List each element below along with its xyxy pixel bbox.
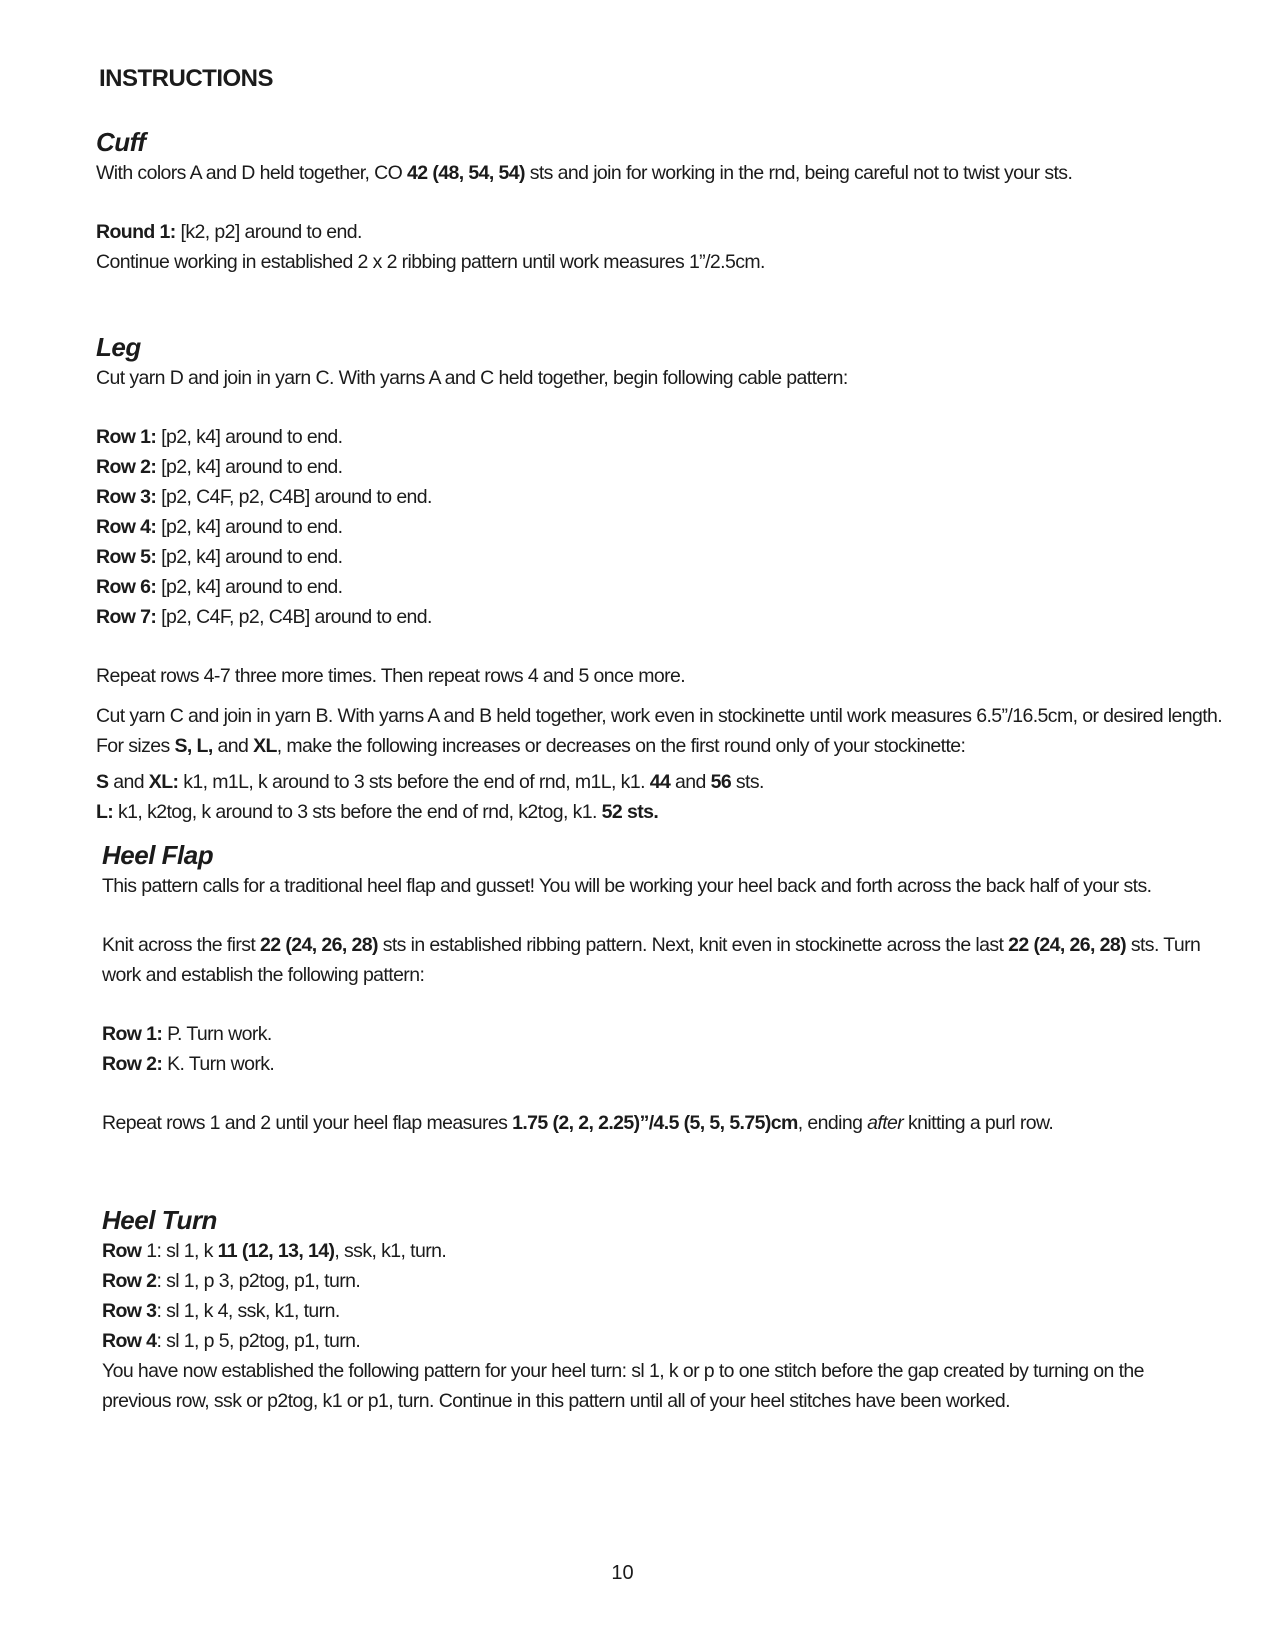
cuff-intro-text: With colors A and D held together, CO xyxy=(96,162,408,184)
row-text: K. Turn work. xyxy=(162,1053,275,1075)
row-label: Row 3: xyxy=(96,486,157,508)
leg-intro: Cut yarn D and join in yarn C. With yarns A and C held together, begin following cable pattern: xyxy=(96,367,848,389)
row-label: Row 6: xyxy=(96,576,157,598)
stitch-count: 11 (12, 13, 14) xyxy=(217,1240,335,1262)
text: sts. Turn work and establish the following pattern: xyxy=(102,934,1201,986)
cuff-intro-text-2: sts and join for working in the rnd, being careful not to twist your sts. xyxy=(524,162,1073,184)
leg-cut xyxy=(96,701,1246,761)
row-text: : sl 1, k 4, ssk, k1, turn. xyxy=(156,1300,340,1322)
text: and xyxy=(212,735,254,757)
text: , make the following increases or decreases on the first round only of your stockinette: xyxy=(276,735,966,757)
row-label: Row 1: xyxy=(102,1023,163,1045)
heel-turn-row xyxy=(102,1296,1212,1326)
row-label: Row 4 xyxy=(102,1330,157,1352)
page-title: INSTRUCTIONS xyxy=(99,65,273,92)
cuff-intro xyxy=(96,158,1206,188)
page-number: 10 xyxy=(611,1562,634,1584)
stitch-count: 56 xyxy=(710,771,732,793)
heel-flap-heading: Heel Flap xyxy=(102,840,214,870)
heel-flap-section xyxy=(102,839,1212,1138)
cuff-continue: Continue working in established 2 x 2 ribbing pattern until work measures 1”/2.5cm. xyxy=(96,251,765,273)
row-label: Row 7: xyxy=(96,606,157,628)
leg-row xyxy=(96,422,1246,452)
row-text: : sl 1, p 5, p2tog, p1, turn. xyxy=(156,1330,361,1352)
text: sts in established ribbing pattern. Next, knit even in stockinette across the last xyxy=(377,934,1009,956)
row-label: Row 3 xyxy=(102,1300,157,1322)
text: and xyxy=(670,771,711,793)
leg-row xyxy=(96,482,1246,512)
cuff-section xyxy=(96,126,1206,277)
round-label: Round 1: xyxy=(96,221,176,243)
heel-flap-knit xyxy=(102,930,1212,990)
leg-row xyxy=(96,572,1246,602)
heel-flap-repeat xyxy=(102,1108,1212,1138)
heel-flap-row xyxy=(102,1019,1212,1049)
leg-section xyxy=(96,331,1246,827)
leg-row xyxy=(96,452,1246,482)
text: Repeat rows 1 and 2 until your heel flap measures xyxy=(102,1112,513,1134)
stitch-count: 44 xyxy=(649,771,671,793)
row-text: 1: sl 1, k xyxy=(141,1240,218,1262)
heel-turn-section xyxy=(102,1204,1212,1416)
size-label: S xyxy=(96,771,109,793)
stitch-count: 22 (24, 26, 28) xyxy=(1008,934,1127,956)
stitch-count: 22 (24, 26, 28) xyxy=(260,934,378,956)
heel-turn-row xyxy=(102,1266,1212,1296)
row-label: Row 2 xyxy=(102,1270,157,1292)
leg-row xyxy=(96,542,1246,572)
heel-flap-intro: This pattern calls for a traditional heel flap and gusset! You will be working your heel back and forth across the back half of your sts. xyxy=(102,875,1152,897)
row-text: [p2, C4F, p2, C4B] around to end. xyxy=(156,606,432,628)
size-label: XL: xyxy=(148,771,179,793)
row-text: [p2, k4] around to end. xyxy=(156,426,343,448)
leg-rows-list xyxy=(96,422,1246,632)
text: and xyxy=(108,771,149,793)
row-text: [p2, k4] around to end. xyxy=(156,576,343,598)
leg-row xyxy=(96,602,1246,632)
row-text: [p2, k4] around to end. xyxy=(156,456,343,478)
heel-turn-row xyxy=(102,1326,1212,1356)
heel-turn-heading: Heel Turn xyxy=(102,1205,217,1235)
row-text: , ssk, k1, turn. xyxy=(334,1240,447,1262)
size-label: S, L, xyxy=(174,735,213,757)
row-text: P. Turn work. xyxy=(162,1023,272,1045)
heel-flap-row xyxy=(102,1049,1212,1079)
leg-s-xl-instruction xyxy=(96,767,1246,797)
measurement: 1.75 (2, 2, 2.25)”/4.5 (5, 5, 5.75)cm xyxy=(512,1112,798,1134)
text: Knit across the first xyxy=(102,934,261,956)
leg-heading: Leg xyxy=(96,332,141,362)
size-label: L: xyxy=(96,801,114,823)
text: k1, k2tog, k around to 3 sts before the end of rnd, k2tog, k1. xyxy=(113,801,602,823)
row-text: [p2, k4] around to end. xyxy=(156,516,343,538)
heel-turn-pattern: You have now established the following pattern for your heel turn: sl 1, k or p to one stitch before the gap created by turning on the previous row, ssk or p2tog, k1 or p1, turn. Continue in this pattern until all of your heel stitches have been worked. xyxy=(102,1360,1144,1412)
heel-turn-row xyxy=(102,1236,1212,1266)
row-label: Row 4: xyxy=(96,516,157,538)
row-label: Row xyxy=(102,1240,142,1262)
leg-repeat: Repeat rows 4-7 three more times. Then repeat rows 4 and 5 once more. xyxy=(96,665,686,687)
cuff-round-1 xyxy=(96,217,1206,247)
size-label: XL xyxy=(253,735,277,757)
row-text: [p2, C4F, p2, C4B] around to end. xyxy=(156,486,432,508)
text: , ending xyxy=(797,1112,868,1134)
cuff-cast-on-count: 42 (48, 54, 54) xyxy=(407,162,525,184)
row-text: [p2, k4] around to end. xyxy=(156,546,343,568)
text: k1, m1L, k around to 3 sts before the end of rnd, m1L, k1. xyxy=(178,771,650,793)
row-text: : sl 1, p 3, p2tog, p1, turn. xyxy=(156,1270,361,1292)
row-label: Row 1: xyxy=(96,426,157,448)
text: sts. xyxy=(731,771,764,793)
emphasis: after xyxy=(867,1112,904,1134)
cuff-heading: Cuff xyxy=(96,127,146,157)
leg-l-instruction xyxy=(96,797,1246,827)
row-label: Row 2: xyxy=(96,456,157,478)
round-text: [k2, p2] around to end. xyxy=(175,221,362,243)
row-label: Row 2: xyxy=(102,1053,163,1075)
text: Cut yarn C and join in yarn B. With yarns A and B held together, work even in stockinette until work measures 6.5”/16.5cm, or desired length. For sizes xyxy=(96,705,1223,757)
text: knitting a purl row. xyxy=(903,1112,1054,1134)
stitch-count: 52 sts. xyxy=(601,801,659,823)
leg-row xyxy=(96,512,1246,542)
row-label: Row 5: xyxy=(96,546,157,568)
